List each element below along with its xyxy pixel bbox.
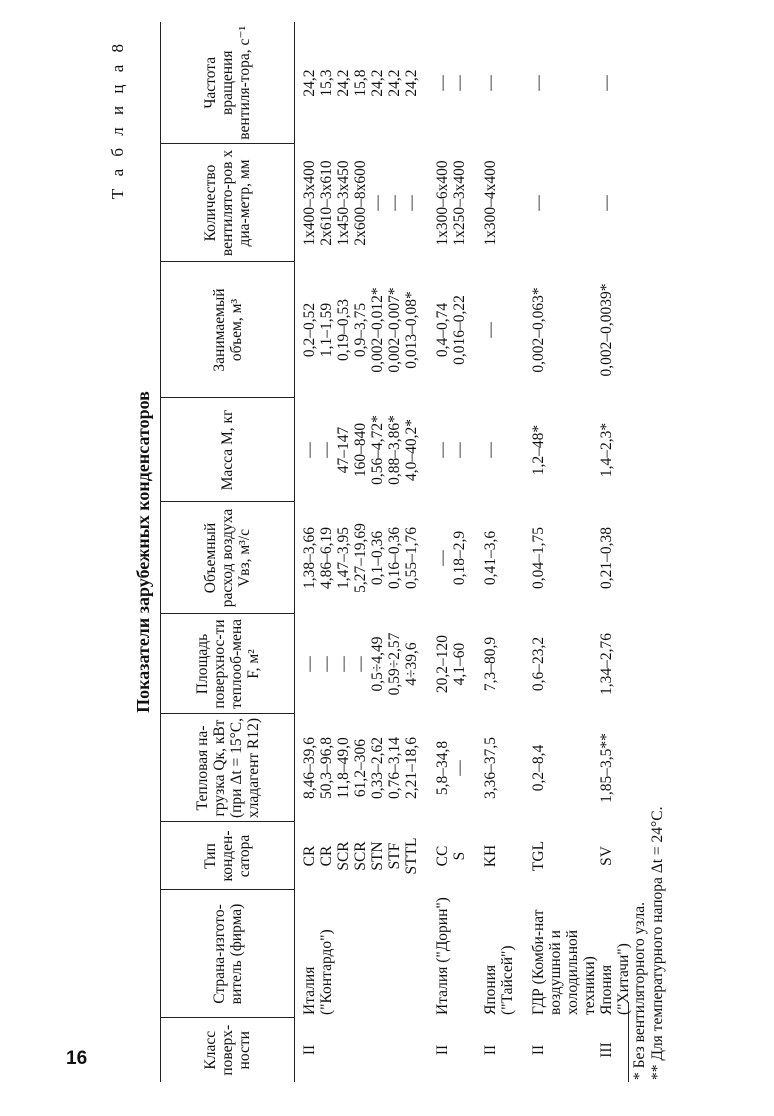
cell-class: II bbox=[530, 1044, 547, 1056]
cell-class bbox=[369, 1018, 386, 1082]
cell-maker: ("Контардо") bbox=[318, 929, 335, 1015]
cell-load: 50,3–96,8 bbox=[318, 737, 335, 799]
cell-class: II bbox=[301, 1044, 318, 1056]
cell-fans: — bbox=[403, 195, 420, 211]
cell-type: CR bbox=[318, 845, 335, 867]
cell-fans: — bbox=[386, 195, 403, 211]
cell-load: 0,33–2,62 bbox=[369, 737, 386, 799]
cell-area: 4,1–60 bbox=[451, 642, 468, 686]
cell-class: II bbox=[482, 1044, 499, 1056]
cell-fans: — bbox=[598, 195, 615, 211]
cell-flow: 0,55–1,76 bbox=[403, 527, 420, 589]
cell-load: 0,76–3,14 bbox=[386, 737, 403, 799]
cell-freq: 24,2 bbox=[301, 69, 318, 97]
header-class: Класс поверх-ности bbox=[161, 1018, 295, 1082]
cell-class bbox=[403, 1018, 420, 1082]
cell-freq: 24,2 bbox=[369, 69, 386, 97]
cell-maker bbox=[369, 890, 386, 1018]
cell-type: SCR bbox=[352, 841, 369, 871]
cell-fans: 1x300–6x400 bbox=[434, 160, 451, 246]
table-row bbox=[386, 22, 403, 1082]
cell-flow: 0,1–0,36 bbox=[369, 530, 386, 586]
cell-maker bbox=[335, 890, 352, 1018]
cell-load: 3,36–37,5 bbox=[482, 737, 499, 799]
footnote-1: * Без вентиляторного узла. bbox=[631, 901, 648, 1080]
cell-fans: 1x450–3x450 bbox=[335, 160, 352, 246]
table-row bbox=[295, 22, 319, 1082]
cell-fans: 2x610–3x610 bbox=[318, 160, 335, 246]
header-maker: Страна-изгото-витель (фирма) bbox=[161, 890, 295, 1018]
table-row bbox=[598, 22, 632, 1082]
cell-maker: Япония ("Тайсей") bbox=[482, 945, 516, 1015]
cell-volume: 0,19–0,53 bbox=[335, 299, 352, 361]
cell-volume: 0,002–0,012* bbox=[369, 287, 386, 373]
table-row bbox=[468, 22, 516, 1082]
table-row bbox=[352, 22, 369, 1082]
cell-mass: 1,2–48* bbox=[530, 424, 547, 476]
cell-freq: — bbox=[598, 75, 615, 91]
cell-mass: 160–840 bbox=[352, 422, 369, 478]
cell-volume: 0,013–0,08* bbox=[403, 291, 420, 369]
cell-area: 0,59÷2,57 bbox=[386, 632, 403, 696]
cell-mass: — bbox=[482, 442, 499, 458]
cell-area: — bbox=[352, 656, 369, 672]
cell-type: STF bbox=[386, 842, 403, 870]
cell-flow: 0,04–1,75 bbox=[530, 527, 547, 589]
cell-load: 11,8–49,0 bbox=[335, 737, 352, 799]
cell-flow: 1,47–3,95 bbox=[335, 527, 352, 589]
table-row bbox=[516, 22, 598, 1082]
cell-load: 0,2–8,4 bbox=[530, 744, 547, 792]
cell-volume: 0,9–3,75 bbox=[352, 302, 369, 358]
cell-mass: 4,0–40,2* bbox=[403, 419, 420, 481]
cell-class: II bbox=[434, 1044, 451, 1056]
cell-type: S bbox=[451, 851, 468, 861]
condenser-table-wrapper bbox=[160, 22, 632, 1082]
table-row bbox=[403, 22, 420, 1082]
cell-load: 1,85–3,5** bbox=[598, 733, 615, 803]
cell-mass: 47–147 bbox=[335, 426, 352, 474]
cell-maker bbox=[451, 890, 468, 1018]
cell-freq: — bbox=[482, 75, 499, 91]
table-title: Показатели зарубежных конденсаторов bbox=[133, 391, 153, 713]
cell-freq: 24,2 bbox=[386, 69, 403, 97]
table-row bbox=[335, 22, 352, 1082]
header-type: Тип конден-сатора bbox=[161, 822, 295, 890]
header-load: Тепловая на-грузка Qк, кВт (при Δt = 15°С, хладагент R12) bbox=[161, 714, 295, 822]
cell-freq: — bbox=[451, 75, 468, 91]
cell-fans: 1x250–3x400 bbox=[451, 160, 468, 246]
table-body bbox=[295, 22, 633, 1082]
cell-fans: 2x600–8x600 bbox=[352, 160, 369, 246]
cell-area: 4÷39,6 bbox=[403, 642, 420, 686]
header-fans: Количество вентилято-ров x диа-метр, мм bbox=[161, 144, 295, 262]
cell-volume: 1,1–1,59 bbox=[318, 302, 335, 358]
cell-type: TGL bbox=[530, 840, 547, 872]
cell-maker: Италия ("Дорин") bbox=[434, 897, 451, 1015]
cell-flow: 0,16–0,36 bbox=[386, 527, 403, 589]
cell-freq: — bbox=[530, 75, 547, 91]
cell-maker bbox=[352, 890, 369, 1018]
cell-volume: 0,2–0,52 bbox=[301, 302, 318, 358]
table-row bbox=[369, 22, 386, 1082]
cell-volume: 0,016–0,22 bbox=[451, 295, 468, 365]
cell-flow: 4,86–6,19 bbox=[318, 527, 335, 589]
cell-flow: 1,38–3,66 bbox=[301, 527, 318, 589]
cell-fans: 1x400–3x400 bbox=[301, 160, 318, 246]
footnote-rule bbox=[628, 1002, 629, 1082]
cell-area: 1,34–2,76 bbox=[598, 633, 615, 695]
header-flow: Объемный расход воздуха Vвз, м³/с bbox=[161, 502, 295, 614]
cell-load: 2,21–18,6 bbox=[403, 737, 420, 799]
cell-maker: Япония ("Хитачи") bbox=[598, 943, 632, 1015]
cell-flow: 0,18–2,9 bbox=[451, 530, 468, 586]
table-header-row bbox=[161, 22, 295, 1082]
footnotes bbox=[631, 807, 667, 1080]
cell-mass: — bbox=[301, 442, 318, 458]
cell-mass: 0,56–4,72* bbox=[369, 415, 386, 485]
cell-fans: 1x300–4x400 bbox=[482, 160, 499, 246]
footnote-2: ** Для температурного напора Δt = 24°С. bbox=[649, 806, 666, 1080]
cell-area: 0,6–23,2 bbox=[530, 636, 547, 692]
cell-maker bbox=[386, 890, 403, 1018]
cell-maker: ГДР (Комби-нат воздушной и холодильной техники) bbox=[530, 909, 598, 1015]
cell-freq: 15,8 bbox=[352, 69, 369, 97]
cell-freq: 15,3 bbox=[318, 69, 335, 97]
cell-fans: — bbox=[369, 195, 386, 211]
cell-class bbox=[318, 1018, 335, 1082]
cell-class: III bbox=[598, 1042, 615, 1058]
cell-maker bbox=[403, 890, 420, 1018]
rotated-page bbox=[100, 22, 774, 1082]
cell-class bbox=[352, 1018, 369, 1082]
cell-load: 5,8–34,8 bbox=[434, 740, 451, 796]
cell-freq: 24,2 bbox=[335, 69, 352, 97]
cell-volume: 0,002–0,0039* bbox=[598, 283, 615, 377]
cell-type: KH bbox=[482, 844, 499, 868]
cell-area: — bbox=[318, 656, 335, 672]
header-freq: Частота вращения вентиля-тора, с⁻¹ bbox=[161, 22, 295, 144]
cell-load: — bbox=[451, 760, 468, 776]
cell-load: 61,2–306 bbox=[352, 738, 369, 798]
cell-freq: — bbox=[434, 75, 451, 91]
cell-volume: 0,002–0,063* bbox=[530, 287, 547, 373]
table-label: Т а б л и ц а 8 bbox=[108, 40, 127, 200]
cell-volume: — bbox=[482, 322, 499, 338]
cell-mass: — bbox=[318, 442, 335, 458]
cell-type: SCR bbox=[335, 841, 352, 871]
cell-area: — bbox=[335, 656, 352, 672]
cell-mass: — bbox=[434, 442, 451, 458]
header-mass: Масса M, кг bbox=[161, 398, 295, 502]
cell-class bbox=[335, 1018, 352, 1082]
cell-maker: Италия bbox=[301, 966, 318, 1015]
cell-flow: 5,27–19,69 bbox=[352, 523, 369, 593]
table-row bbox=[420, 22, 451, 1082]
cell-flow: 0,21–0,38 bbox=[598, 527, 615, 589]
cell-volume: 0,4–0,74 bbox=[434, 302, 451, 358]
cell-class bbox=[451, 1018, 468, 1082]
cell-flow: 0,41–3,6 bbox=[482, 530, 499, 586]
cell-type: SV bbox=[598, 846, 615, 866]
cell-area: 0,5÷4,49 bbox=[369, 636, 386, 692]
cell-type: STN bbox=[369, 841, 386, 871]
cell-volume: 0,002–0,007* bbox=[386, 287, 403, 373]
cell-mass: 1,4–2,3* bbox=[598, 422, 615, 478]
cell-fans: — bbox=[530, 195, 547, 211]
cell-type: CC bbox=[434, 845, 451, 867]
page-number: 16 bbox=[66, 1048, 88, 1069]
cell-type: STTL bbox=[403, 837, 420, 875]
cell-area: 20,2–120 bbox=[434, 634, 451, 694]
cell-type: CR bbox=[301, 845, 318, 867]
cell-mass: 0,88–3,86* bbox=[386, 415, 403, 485]
cell-load: 8,46–39,6 bbox=[301, 737, 318, 799]
header-area: Площадь поверхнос-ти теплооб-мена F, м² bbox=[161, 614, 295, 714]
cell-class bbox=[386, 1018, 403, 1082]
cell-freq: 24,2 bbox=[403, 69, 420, 97]
table-row bbox=[318, 22, 335, 1082]
condenser-table bbox=[160, 22, 632, 1082]
header-volume: Занимаемый объем, м³ bbox=[161, 262, 295, 398]
cell-area: 7,3–80,9 bbox=[482, 636, 499, 692]
cell-flow: — bbox=[434, 550, 451, 566]
table-row bbox=[451, 22, 468, 1082]
cell-area: — bbox=[301, 656, 318, 672]
cell-mass: — bbox=[451, 442, 468, 458]
